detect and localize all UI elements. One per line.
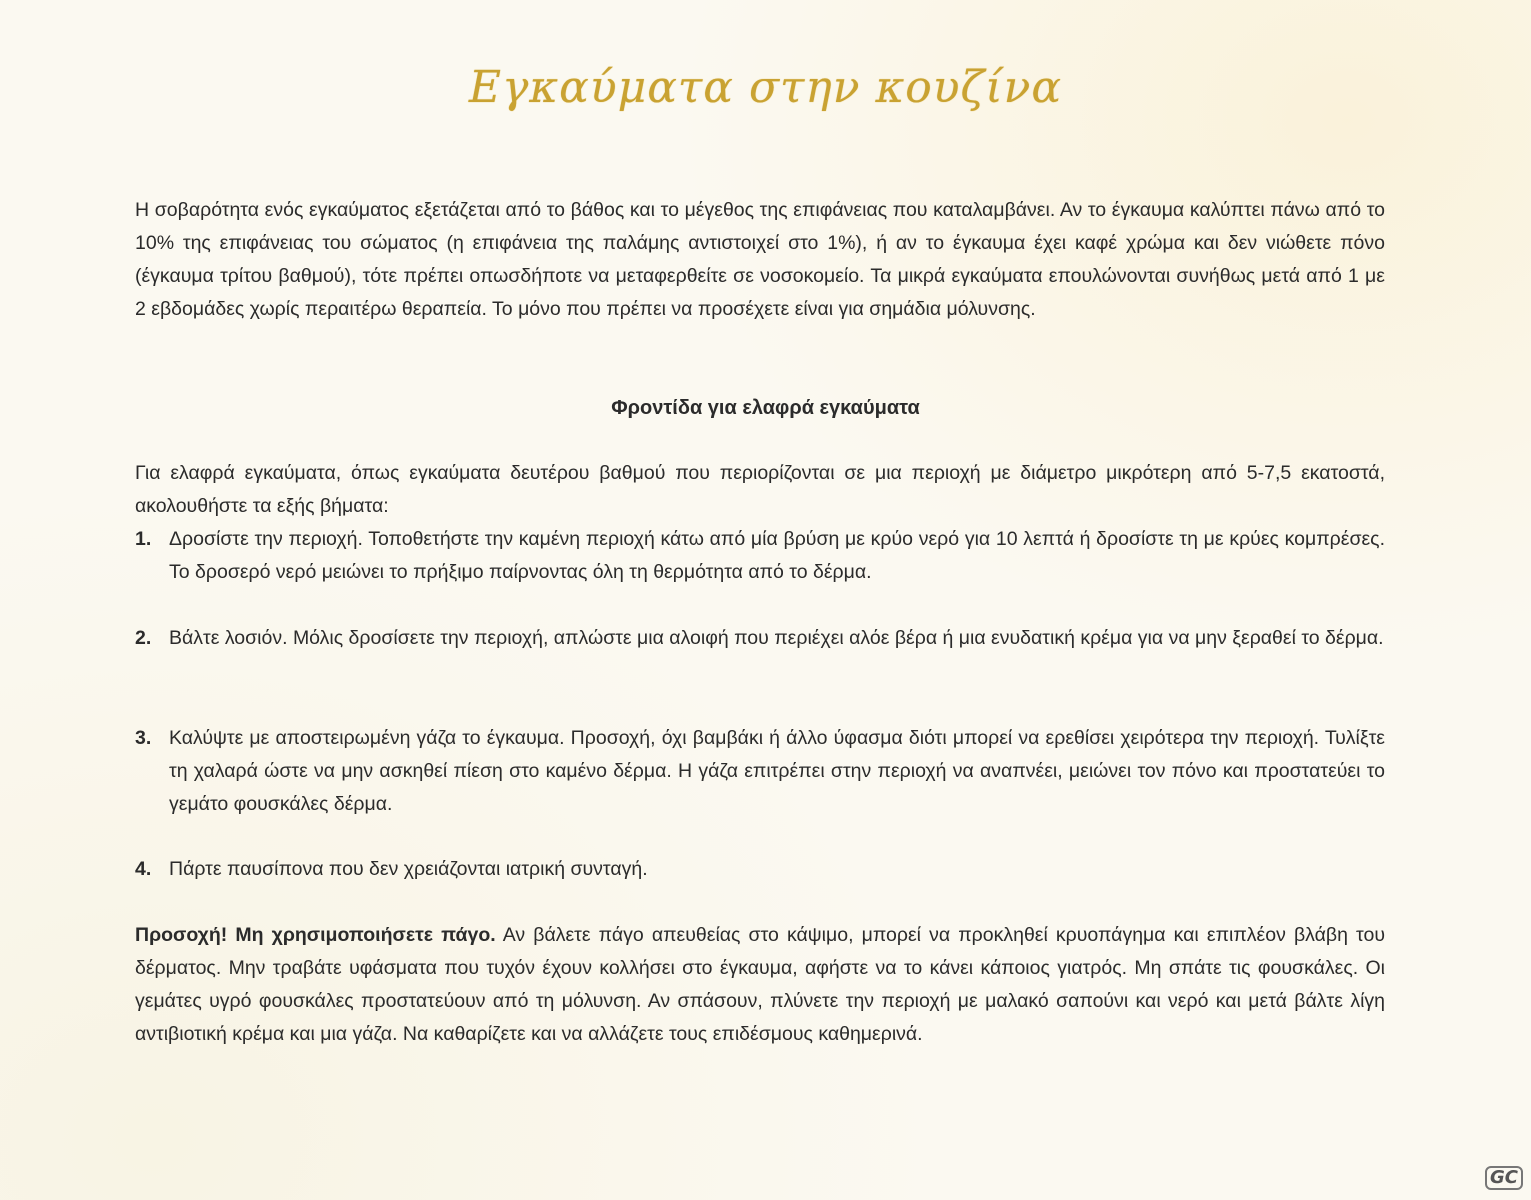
step-item xyxy=(135,523,1385,589)
step-number: 2. xyxy=(135,627,152,649)
watermark-badge: GC xyxy=(1485,1166,1523,1190)
warning-paragraph xyxy=(135,919,1385,1051)
warning-text: Αν βάλετε πάγο απευθείας στο κάψιμο, μπορεί να προκληθεί κρυοπάγημα και επιπλέον βλάβη του δέρματος. Μην τραβάτε υφάσματα που τυχόν έχουν κολλήσει στο έγκαυμα, αφήστε να το κάνει κάποιος γιατρός. Μη σπάτε τις φουσκάλες. Οι γεμάτες υγρό φουσκάλες προστατεύουν από τη μόλυνση. Αν σπάσουν, πλύνετε την περιοχή με μαλακό σαπούνι και νερό και μετά βάλτε λίγη αντιβιοτική κρέμα και μια γάζα. Να καθαρίζετε και να αλλάζετε τους επιδέσμους καθημερινά. xyxy=(135,924,1385,1045)
step-text: Καλύψτε με αποστειρωμένη γάζα το έγκαυμα. Προσοχή, όχι βαμβάκι ή άλλο ύφασμα διότι μπορεί να ερεθίσει χειρότερα την περιοχή. Τυλίξτε τη χαλαρά ώστε να μην ασκηθεί πίεση στο καμένο δέρμα. Η γάζα επιτρέπει στην περιοχή να αναπνέει, μειώνει τον πόνο και προστατεύει το γεμάτο φουσκάλες δέρμα. xyxy=(169,727,1385,815)
step-number: 1. xyxy=(135,528,152,550)
page-title: Εγκαύματα στην κουζίνα xyxy=(468,62,1063,113)
warning-bold-lead: Προσοχή! Μη χρησιμοποιήσετε πάγο. xyxy=(135,924,496,946)
intro-paragraph: Η σοβαρότητα ενός εγκαύματος εξετάζεται από το βάθος και το μέγεθος της επιφάνειας που καταλαμβάνει. Αν το έγκαυμα καλύπτει πάνω από το 10% της επιφάνειας του σώματος (η επιφάνεια της παλάμης αντιστοιχεί στο 1%), ή αν το έγκαυμα έχει καφέ χρώμα και δεν νιώθετε πόνο (έγκαυμα τρίτου βαθμού), τότε πρέπει οπωσδήποτε να μεταφερθείτε σε νοσοκομείο. Τα μικρά εγκαύματα επουλώνονται συνήθως μετά από 1 με 2 εβδομάδες χωρίς περαιτέρω θεραπεία. Το μόνο που πρέπει να προσέχετε είναι για σημάδια μόλυνσης. xyxy=(135,199,1385,320)
step-number: 3. xyxy=(135,727,152,749)
section-heading: Φροντίδα για ελαφρά εγκαύματα xyxy=(611,397,920,419)
step-item xyxy=(135,722,1385,821)
step-text: Δροσίστε την περιοχή. Τοποθετήστε την καμένη περιοχή κάτω από μία βρύση με κρύο νερό για 10 λεπτά ή δροσίστε τη με κρύες κομπρέσες. Το δροσερό νερό μειώνει το πρήξιμο παίρνοντας όλη τη θερμότητα από το δέρμα. xyxy=(169,528,1385,583)
lead-paragraph: Για ελαφρά εγκαύματα, όπως εγκαύματα δευτέρου βαθμού που περιορίζονται σε μια περιοχή με διάμετρο μικρότερη από 5-7,5 εκατοστά, ακολουθήστε τα εξής βήματα: xyxy=(135,462,1385,517)
step-text: Πάρτε παυσίπονα που δεν χρειάζονται ιατρική συνταγή. xyxy=(169,858,648,880)
step-item xyxy=(135,622,1385,655)
step-text: Βάλτε λοσιόν. Μόλις δροσίσετε την περιοχή, απλώστε μια αλοιφή που περιέχει αλόε βέρα ή μια ενυδατική κρέμα για να μην ξεραθεί το δέρμα. xyxy=(169,627,1384,649)
step-item xyxy=(135,853,1385,886)
step-number: 4. xyxy=(135,858,152,880)
